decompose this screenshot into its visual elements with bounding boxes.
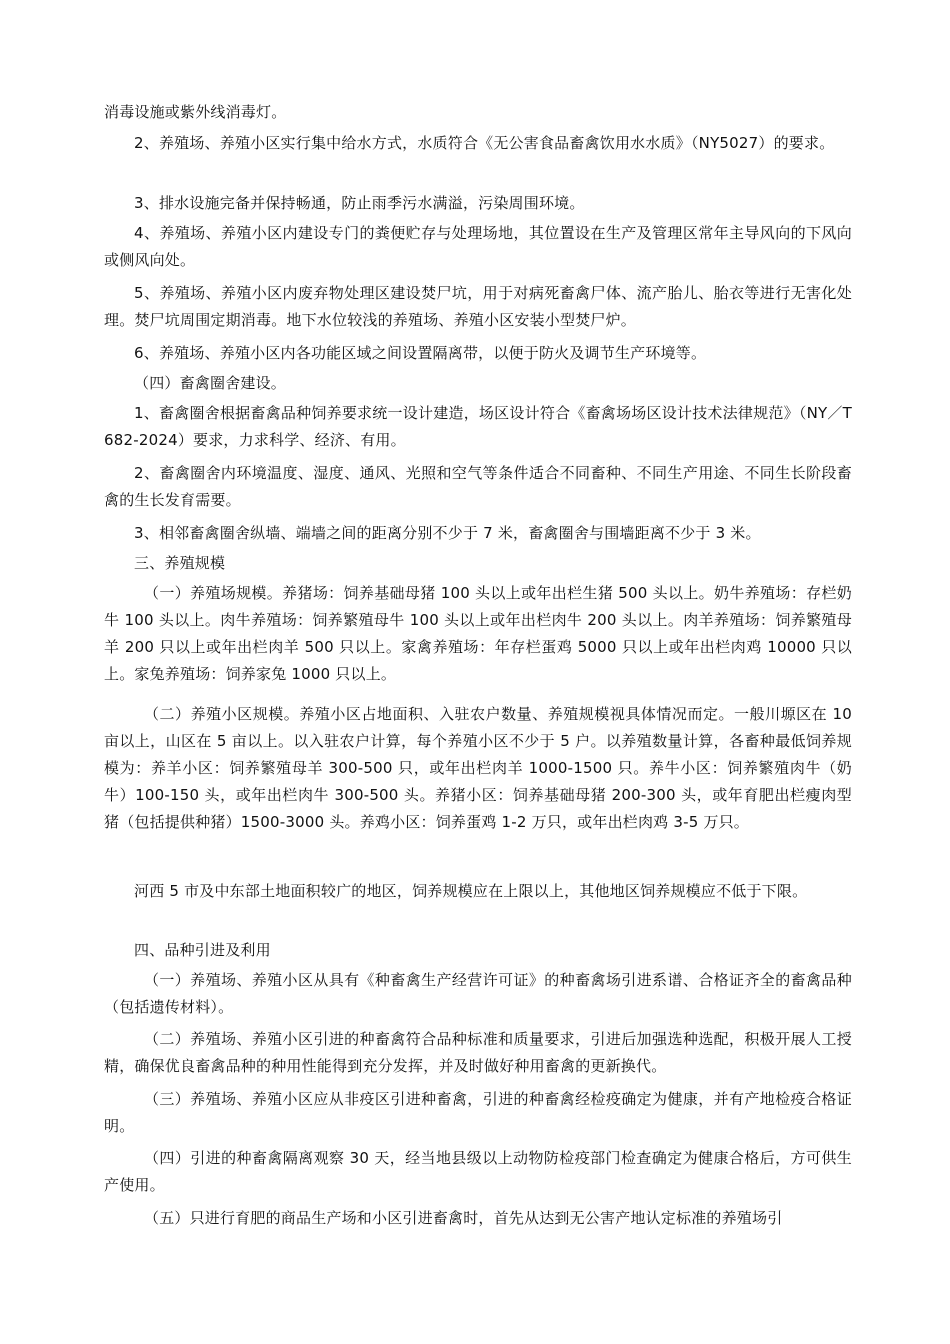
paragraph-regional-scale: 河西 5 市及中东部土地面积较广的地区，饲养规模应在上限以上，其他地区饲养规模应不低于下限。: [134, 882, 808, 900]
heading-breed-introduction: 四、品种引进及利用: [134, 941, 271, 959]
paragraph-community-scale: （二）养殖小区规模。养殖小区占地面积、入驻农户数量、养殖规模视具体情况而定。一般川塬区在 10 亩以上，山区在 5 亩以上。以入驻农户计算，每个养殖小区不少于 5 户。以养殖数量计算，各畜种最低饲养规模为：养羊小区：饲养繁殖母羊 300-500 只，或年出栏肉羊 1000-1500 只。养牛小区：饲养繁殖肉牛（奶牛）100-150 头，或年出栏肉牛 300-500 头。养猪小区：饲养基础母猪 200-300 头，或年育肥出栏瘦肉型猪（包括提供种猪）1500-3000 头。养鸡小区：饲养蛋鸡 1-2 万只，或年出栏肉鸡 3-5 万只。: [104, 705, 852, 831]
paragraph-breed-quarantine: （三）养殖场、养殖小区应从非疫区引进种畜禽，引进的种畜禽经检疫确定为健康，并有产地检疫合格证明。: [104, 1090, 852, 1135]
paragraph-fattening-introduction: （五）只进行育肥的商品生产场和小区引进畜禽时，首先从达到无公害产地认定标准的养殖场引: [144, 1209, 783, 1227]
paragraph-pen-environment: 2、畜禽圈舍内环境温度、湿度、通风、光照和空气等条件适合不同畜种、不同生产用途、不同生长阶段畜禽的生长发育需要。: [104, 464, 852, 509]
heading-pen-construction: （四）畜禽圈舍建设。: [134, 374, 287, 392]
paragraph-drainage: 3、排水设施完备并保持畅通，防止雨季污水满溢，污染周围环境。: [134, 194, 585, 212]
paragraph-water-supply: 2、养殖场、养殖小区实行集中给水方式，水质符合《无公害食品畜禽饮用水水质》（NY5027）的要求。: [134, 134, 835, 152]
paragraph-disinfection-end: 消毒设施或紫外线消毒灯。: [104, 103, 287, 121]
paragraph-breed-observation: （四）引进的种畜禽隔离观察 30 天，经当地县级以上动物防检疫部门检查确定为健康合格后，方可供生产使用。: [104, 1149, 852, 1194]
paragraph-pen-design: 1、畜禽圈舍根据畜禽品种饲养要求统一设计建造，场区设计符合《畜禽场场区设计技术法律规范》（NY／T682-2024）要求，力求科学、经济、有用。: [104, 404, 852, 449]
paragraph-breed-source: （一）养殖场、养殖小区从具有《种畜禽生产经营许可证》的种畜禽场引进系谱、合格证齐全的畜禽品种（包括遗传材料）。: [104, 971, 852, 1016]
paragraph-isolation-belt: 6、养殖场、养殖小区内各功能区域之间设置隔离带，以便于防火及调节生产环境等。: [134, 344, 707, 362]
paragraph-carcass-pit: 5、养殖场、养殖小区内废弃物处理区建设焚尸坑，用于对病死畜禽尸体、流产胎儿、胎衣等进行无害化处理。焚尸坑周围定期消毒。地下水位较浅的养殖场、养殖小区安装小型焚尸炉。: [104, 284, 852, 329]
paragraph-breed-quality: （二）养殖场、养殖小区引进的种畜禽符合品种标准和质量要求，引进后加强选种选配，积极开展人工授精，确保优良畜禽品种的种用性能得到充分发挥，并及时做好种用畜禽的更新换代。: [104, 1030, 852, 1075]
paragraph-pen-distance: 3、相邻畜禽圈舍纵墙、端墙之间的距离分别不少于 7 米，畜禽圈舍与围墙距离不少于 3 米。: [134, 524, 761, 542]
paragraph-farm-scale: （一）养殖场规模。养猪场：饲养基础母猪 100 头以上或年出栏生猪 500 头以上。奶牛养殖场：存栏奶牛 100 头以上。肉牛养殖场：饲养繁殖母牛 100 头以上或年出栏肉牛 200 头以上。肉羊养殖场：饲养繁殖母羊 200 只以上或年出栏肉羊 500 只以上。家禽养殖场：年存栏蛋鸡 5000 只以上或年出栏肉鸡 10000 只以上。家兔养殖场：饲养家兔 1000 只以上。: [104, 584, 852, 683]
paragraph-manure-storage: 4、养殖场、养殖小区内建设专门的粪便贮存与处理场地，其位置设在生产及管理区常年主导风向的下风向或侧风向处。: [104, 224, 852, 269]
heading-scale: 三、养殖规模: [134, 554, 226, 572]
